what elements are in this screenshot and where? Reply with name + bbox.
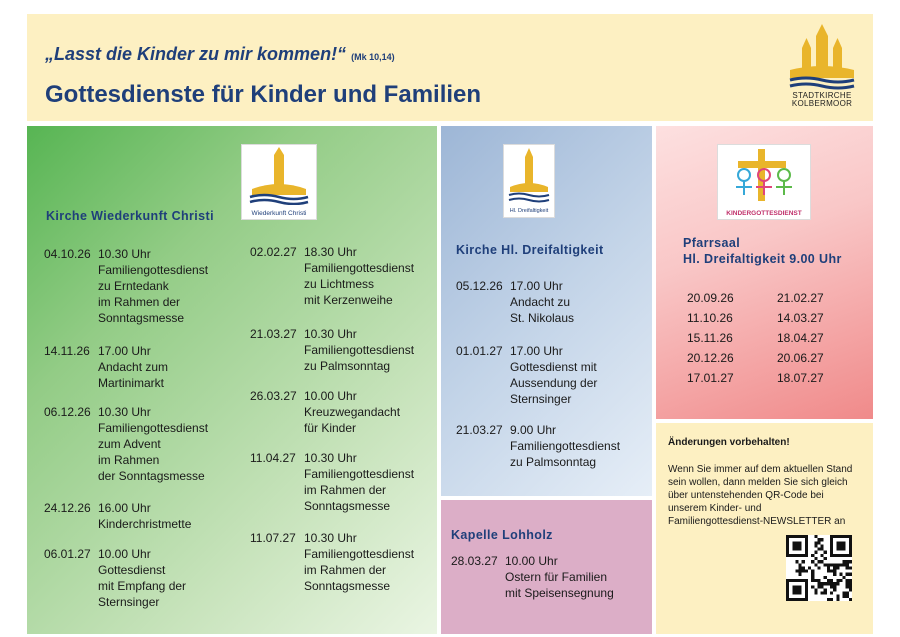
entry-date: 11.04.27 bbox=[250, 451, 296, 465]
logo-caption: Hl. Dreifaltigkeit bbox=[509, 208, 549, 214]
logo-caption: KINDERGOTTESDIENST bbox=[726, 210, 802, 217]
entry-text: 10.30 Uhr Familiengottesdienst zu Erntedank im Rahmen der Sonntagsmesse bbox=[98, 247, 209, 325]
entry-text: 17.00 Uhr Gottesdienst mit Aussendung der Sternsinger bbox=[510, 344, 598, 406]
kindergottesdienst-date: 18.07.27 bbox=[777, 371, 824, 385]
bible-quote bbox=[45, 44, 395, 65]
wiederkunft-logo-card bbox=[241, 144, 317, 220]
logo-caption: Wiederkunft Christi bbox=[251, 210, 307, 217]
kindergottesdienst-date: 20.09.26 bbox=[687, 291, 734, 305]
quote-text: „Lasst die Kinder zu mir kommen!“ bbox=[45, 44, 347, 64]
panel-newsletter-note bbox=[656, 423, 873, 634]
entry-text: 10.00 Uhr Gottesdienst mit Empfang der Sternsinger bbox=[98, 547, 187, 609]
entry-date: 21.03.27 bbox=[456, 423, 503, 437]
kindergottesdienst-date: 14.03.27 bbox=[777, 311, 824, 325]
entry-date: 04.10.26 bbox=[44, 247, 91, 261]
entry-text: 10.00 Uhr Ostern für Familien mit Speisensegnung bbox=[505, 554, 614, 600]
kindergottesdienst-date: 17.01.27 bbox=[687, 371, 734, 385]
qr-code[interactable] bbox=[786, 535, 852, 601]
church-logo-icon bbox=[504, 145, 554, 203]
entry-date: 26.03.27 bbox=[250, 389, 297, 403]
kindergottesdienst-date: 11.10.26 bbox=[687, 311, 733, 325]
header-banner bbox=[27, 14, 873, 121]
entry-text: 10.30 Uhr Familiengottesdienst zum Advent im Rahmen der Sonntagsmesse bbox=[98, 405, 209, 483]
entry-text: 10.30 Uhr Familiengottesdienst im Rahmen der Sonntagsmesse bbox=[304, 451, 415, 513]
kids-cross-icon bbox=[718, 145, 810, 205]
note-body: Wenn Sie immer auf dem aktuellen Stand sein wollen, dann melden Sie sich gleich über untenstehenden QR-Code bei unserem Kinder- und Familiengottesdienst-NEWSLETTER an bbox=[668, 464, 853, 527]
entry-date: 21.03.27 bbox=[250, 327, 297, 341]
entry-date: 06.01.27 bbox=[44, 547, 91, 561]
heading-pfarrsaal-time: Hl. Dreifaltigkeit 9.00 Uhr bbox=[683, 252, 842, 266]
entry-text: 10.00 Uhr Kreuzwegandacht für Kinder bbox=[304, 389, 401, 435]
entry-date: 24.12.26 bbox=[44, 501, 91, 515]
entry-date: 01.01.27 bbox=[456, 344, 503, 358]
stadtkirche-logo-text: STADTKIRCHE KOLBERMOOR bbox=[791, 91, 853, 108]
entry-date: 06.12.26 bbox=[44, 405, 91, 419]
kindergottesdienst-date: 21.02.27 bbox=[777, 291, 824, 305]
page-title: Gottesdienste für Kinder und Familien bbox=[45, 81, 482, 108]
entry-date: 05.12.26 bbox=[456, 279, 503, 293]
church-logo-icon bbox=[242, 145, 316, 205]
entry-text: 17.00 Uhr Andacht zu St. Nikolaus bbox=[510, 279, 575, 325]
entry-date: 02.02.27 bbox=[250, 245, 297, 259]
entry-text: 17.00 Uhr Andacht zum Martinimarkt bbox=[98, 344, 169, 390]
kindergottesdienst-date: 18.04.27 bbox=[777, 331, 824, 345]
note-heading: Änderungen vorbehalten! bbox=[668, 437, 790, 448]
entry-date: 11.07.27 bbox=[250, 531, 296, 545]
quote-reference: (Mk 10,14) bbox=[351, 52, 395, 62]
heading-lohholz: Kapelle Lohholz bbox=[451, 528, 553, 542]
dreifaltigkeit-logo-card bbox=[503, 144, 555, 218]
heading-dreifaltigkeit: Kirche Hl. Dreifaltigkeit bbox=[456, 243, 604, 257]
entry-text: 9.00 Uhr Familiengottesdienst zu Palmsonntag bbox=[510, 423, 621, 469]
heading-wiederkunft: Kirche Wiederkunft Christi bbox=[46, 209, 214, 223]
entry-text: 16.00 Uhr Kinderchristmette bbox=[98, 501, 192, 531]
kindergottesdienst-date: 15.11.26 bbox=[687, 331, 733, 345]
entry-text: 18.30 Uhr Familiengottesdienst zu Lichtmess mit Kerzenweihe bbox=[304, 245, 415, 307]
kindergottesdienst-logo-card bbox=[717, 144, 811, 220]
kindergottesdienst-date: 20.06.27 bbox=[777, 351, 824, 365]
entry-date: 28.03.27 bbox=[451, 554, 498, 568]
kindergottesdienst-date: 20.12.26 bbox=[687, 351, 734, 365]
entry-date: 14.11.26 bbox=[44, 344, 90, 358]
stadtkirche-logo bbox=[786, 22, 858, 102]
heading-pfarrsaal: Pfarrsaal bbox=[683, 236, 741, 250]
entry-text: 10.30 Uhr Familiengottesdienst zu Palmsonntag bbox=[304, 327, 415, 373]
entry-text: 10.30 Uhr Familiengottesdienst im Rahmen der Sonntagsmesse bbox=[304, 531, 415, 593]
